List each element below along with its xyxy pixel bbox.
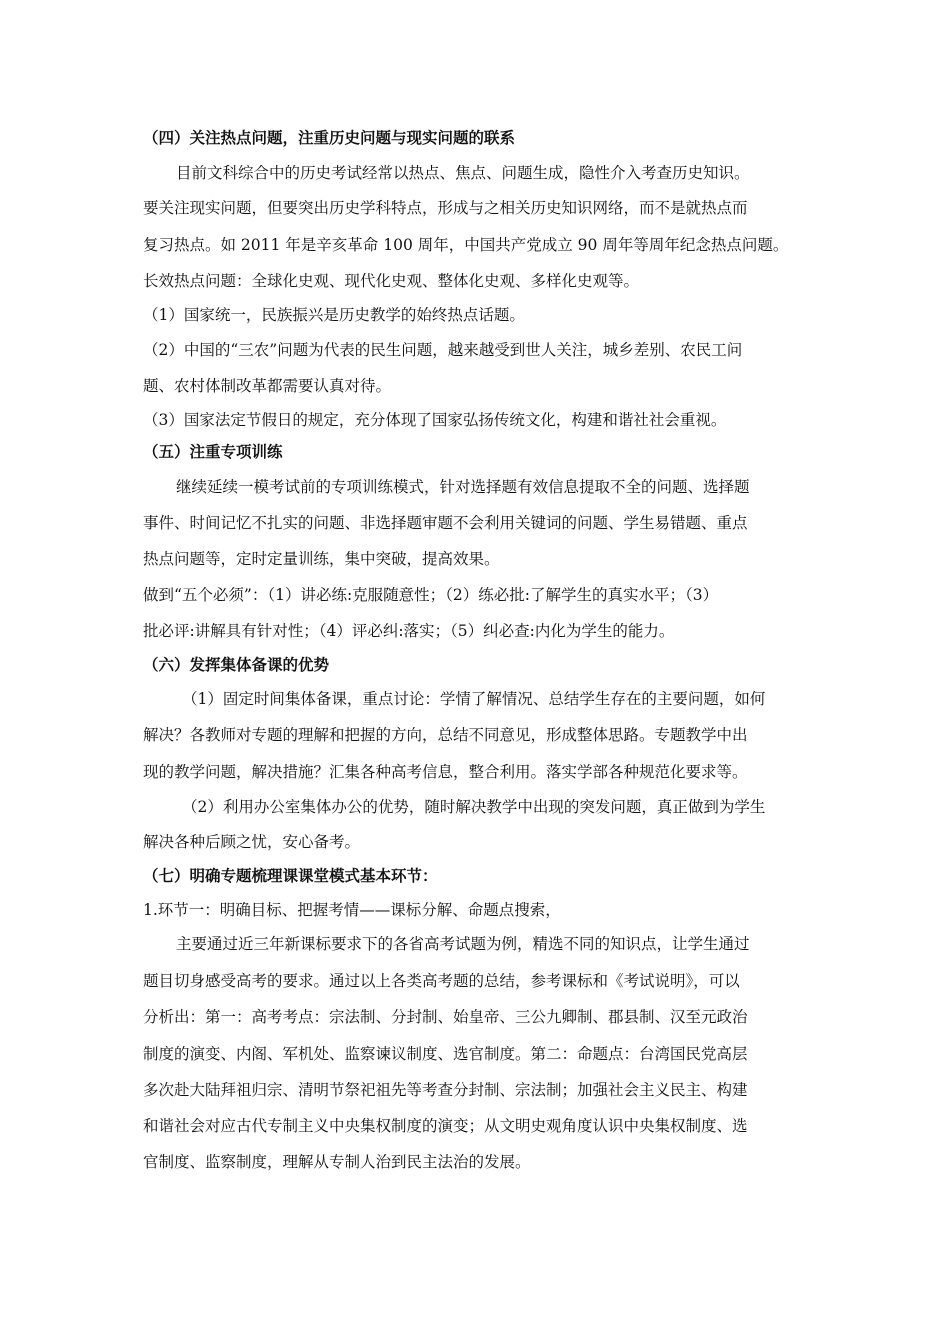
paragraph-line: 和谐社会对应古代专制主义中央集权制度的演变；从文明史观角度认识中央集权制度、选 <box>143 1117 748 1135</box>
paragraph-line: 要关注现实问题，但要突出历史学科特点，形成与之相关历史知识网络，而不是就热点而 <box>143 199 748 217</box>
paragraph-line: 目前文科综合中的历史考试经常以热点、焦点、问题生成，隐性介入考查历史知识。 <box>176 164 750 182</box>
paragraph-line: 题、农村体制改革都需要认真对待。 <box>143 377 392 395</box>
paragraph-line: 复习热点。如 2011 年是辛亥革命 100 周年，中国共产党成立 90 周年等周年纪念热点问题。 <box>143 236 789 254</box>
list-item: （2）中国的“三农”问题为代表的民生问题，越来越受到世人关注，城乡差别、农民工问 <box>143 341 743 359</box>
paragraph-line: 长效热点问题：全球化史观、现代化史观、整体化史观、多样化史观等。 <box>143 272 640 290</box>
paragraph-line: （1）固定时间集体备课，重点讨论：学情了解情况、总结学生存在的主要问题，如何 <box>182 690 766 708</box>
paragraph-line: 批必评:讲解具有针对性；（4）评必纠:落实；（5）纠必查:内化为学生的能力。 <box>143 622 675 640</box>
paragraph-line: 官制度、监察制度，理解从专制人治到民主法治的发展。 <box>143 1153 531 1171</box>
paragraph-line: 分析出：第一：高考考点：宗法制、分封制、始皇帝、三公九卿制、郡县制、汉至元政治 <box>143 1008 748 1026</box>
paragraph-line: 继续延续一模考试前的专项训练模式，针对选择题有效信息提取不全的问题、选择题 <box>176 478 750 496</box>
list-item: （1）国家统一，民族振兴是历史教学的始终热点话题。 <box>143 306 525 324</box>
paragraph-line: 主要通过近三年新课标要求下的各省高考试题为例，精选不同的知识点，让学生通过 <box>176 935 750 953</box>
paragraph-line: 事件、时间记忆不扎实的问题、非选择题审题不会利用关键词的问题、学生易错题、重点 <box>143 514 748 532</box>
paragraph-line: 做到“五个必须”：（1）讲必练:克服随意性；（2）练必批:了解学生的真实水平；（3） <box>143 586 719 604</box>
paragraph-line: 解决？各教师对专题的理解和把握的方向，总结不同意见，形成整体思路。专题教学中出 <box>143 726 748 744</box>
list-item: （3）国家法定节假日的规定，充分体现了国家弘扬传统文化，构建和谐社社会重视。 <box>143 411 727 429</box>
heading-section-6: （六）发挥集体备课的优势 <box>143 655 330 674</box>
heading-section-4: （四）关注热点问题，注重历史问题与现实问题的联系 <box>143 128 516 147</box>
paragraph-line: 解决各种后顾之忧，安心备考。 <box>143 833 361 851</box>
paragraph-line: 现的教学问题，解决措施？汇集各种高考信息，整合利用。落实学部各种规范化要求等。 <box>143 763 748 781</box>
paragraph-line: 题目切身感受高考的要求。通过以上各类高考题的总结，参考课标和《考试说明》，可以 <box>143 972 740 990</box>
subheading-step-1: 1.环节一：明确目标、把握考情——课标分解、命题点搜索， <box>143 901 561 919</box>
paragraph-line: 制度的演变、内阁、军机处、监察谏议制度、选官制度。第二：命题点：台湾国民党高层 <box>143 1045 748 1063</box>
heading-section-7: （七）明确专题梳理课课堂模式基本环节： <box>143 866 438 885</box>
paragraph-line: 热点问题等，定时定量训练，集中突破，提高效果。 <box>143 550 500 568</box>
paragraph-line: 多次赴大陆拜祖归宗、清明节祭祀祖先等考查分封制、宗法制；加强社会主义民主、构建 <box>143 1081 748 1099</box>
paragraph-line: （2）利用办公室集体办公的优势，随时解决教学中出现的突发问题，真正做到为学生 <box>182 798 766 816</box>
heading-section-5: （五）注重专项训练 <box>143 442 283 461</box>
